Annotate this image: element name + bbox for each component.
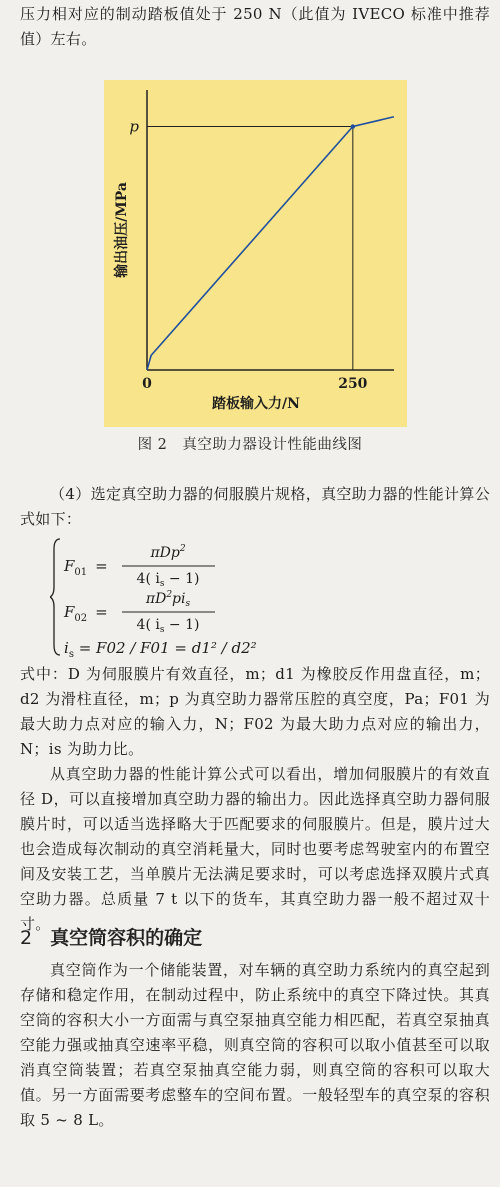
left-brace: [50, 539, 60, 655]
section-title: 真空筒容积的确定: [50, 927, 203, 949]
y-tick-label: p: [129, 117, 139, 136]
knee-point: [351, 124, 355, 128]
figure-caption: 图 2 真空助力器设计性能曲线图: [137, 437, 363, 453]
figure-chart: [104, 80, 407, 427]
paragraph-symbols: 式中：D 为伺服膜片有效直径，m；d1 为橡胶反作用盘直径，m；d2 为滑柱直径，m；p 为真空助力器常压腔的真空度，Pa；F01 为最大助力点对应的输入力，N；F02 为最大助力点对应的输出力，N；is 为助力比。: [20, 665, 490, 758]
performance-curve-chart: [104, 80, 407, 427]
series-line: [147, 117, 394, 370]
paragraph-formula-intro: （4）选定真空助力器的伺服膜片规格，真空助力器的性能计算公式如下：: [20, 485, 490, 528]
formula-svg: [50, 535, 350, 660]
is-row: $i_s = F02 / F01 = d1^2 / d2^2$: [64, 639, 257, 660]
f02-denominator: 4( $i_s - 1$): [136, 617, 200, 635]
formula-block: [50, 535, 350, 660]
f01-row: $F_{01}$ =: [64, 557, 108, 578]
f02-row: $F_{02}$ =: [64, 603, 108, 624]
section-heading: [20, 923, 202, 950]
f02-numerator: $\pi D^2pi_s$: [145, 590, 191, 609]
paragraph-conclusion: 从真空助力器的性能计算公式可以看出，增加伺服膜片的有效直径 D，可以直接增加真空助力器的输出力。因此选择真空助力器伺服膜片时，可以适当选择略大于匹配要求的伺服膜片。但是，膜片过大也会造成每次制动的真空消耗量大，同时也要考虑驾驶室内的布置空间及安装工艺，当单膜片无法满足要求时，可以考虑选择双膜片式真空助力器。总质量 7 t 以下的货车，其真空助力器一般不超过双十寸。: [20, 765, 490, 933]
x-tick-label: 0: [142, 376, 152, 392]
x-axis-label: 踏板输入力/N: [212, 396, 300, 412]
y-axis-label: 输出油压/MPa: [114, 182, 130, 278]
f01-numerator: πDp$^2$: [150, 544, 186, 561]
section-number: 2: [20, 927, 33, 949]
f01-denominator: 4( $i_s - 1$): [136, 571, 200, 589]
x-tick-label: 250: [338, 376, 368, 392]
paragraph-section-body: 真空筒作为一个储能装置，对车辆的真空助力系统内的真空起到存储和稳定作用，在制动过程中，防止系统中的真空下降过快。其真空筒的容积大小一方面需与真空泵抽真空能力相匹配，若真空泵抽真空能力强或抽真空速率平稳，则真空筒的容积可以取小值甚至可以取消真空筒装置；若真空泵抽真空能力弱，则真空筒的容积可以取大值。另一方面需要考虑整车的空间布置。一般轻型车的真空泵的容积取 5 ~ 8 L。: [20, 961, 490, 1129]
top-paragraph: 压力相对应的制动踏板值处于 250 N（此值为 IVECO 标准中推荐值）左右。: [20, 5, 490, 48]
